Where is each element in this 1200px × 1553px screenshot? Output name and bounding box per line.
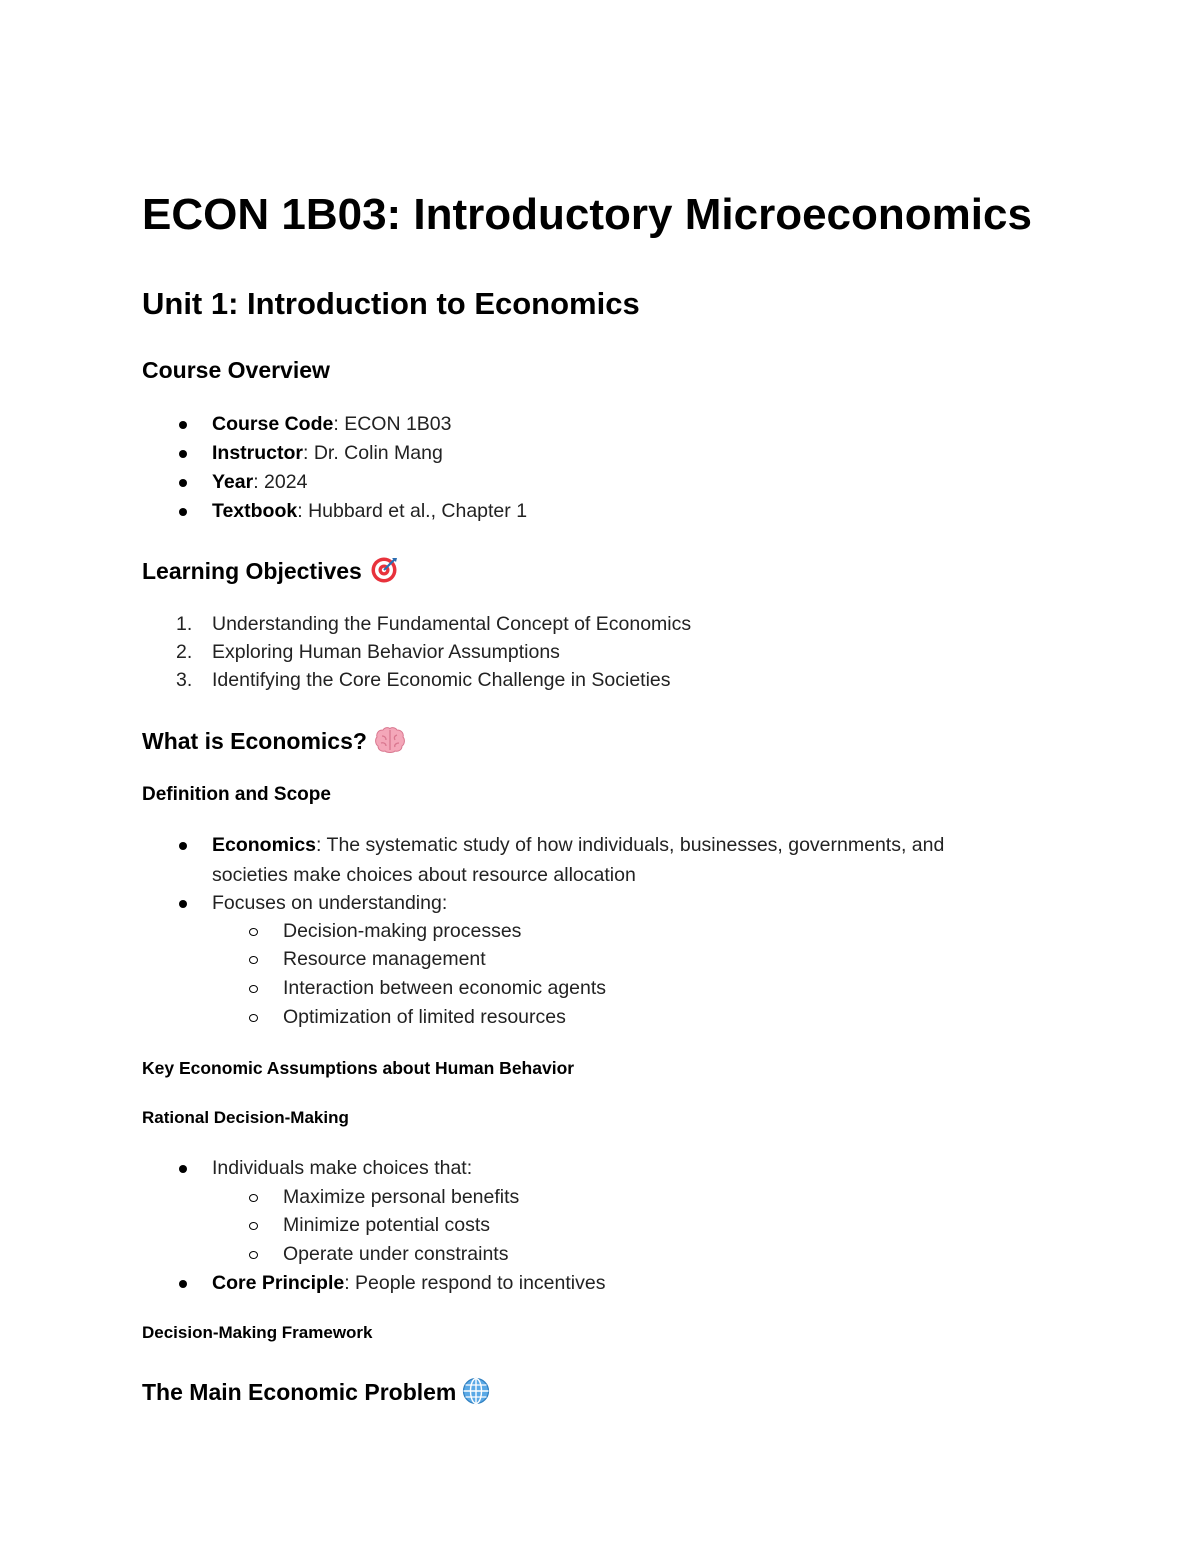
unit-heading: Unit 1: Introduction to Economics (142, 286, 640, 321)
bullet-icon (179, 479, 187, 487)
brain-icon (375, 727, 405, 759)
bullet-icon (179, 900, 187, 908)
sub-bullet-icon (249, 1014, 258, 1022)
sub-bullet-icon (249, 985, 258, 993)
assumptions-heading: Key Economic Assumptions about Human Behavior (142, 1058, 575, 1078)
list-item: Focuses on understanding: (212, 892, 448, 914)
learning-objectives-heading: Learning Objectives (142, 556, 398, 590)
main-problem-heading: The Main Economic Problem (142, 1377, 490, 1411)
bullet-icon (179, 1280, 187, 1288)
list-item: Textbook: Hubbard et al., Chapter 1 (212, 500, 528, 522)
list-item: Course Code: ECON 1B03 (212, 413, 452, 435)
sub-list-item: Maximize personal benefits (283, 1186, 520, 1208)
course-overview-heading: Course Overview (142, 357, 330, 383)
definition-heading: Definition and Scope (142, 784, 331, 805)
list-item: Understanding the Fundamental Concept of Economics (212, 613, 692, 635)
sub-list-item: Optimization of limited resources (283, 1006, 566, 1028)
framework-heading: Decision-Making Framework (142, 1323, 373, 1342)
document-title: ECON 1B03: Introductory Microeconomics (142, 190, 1032, 239)
bullet-icon (179, 421, 187, 429)
list-item: Economics: The systematic study of how individuals, businesses, governments, and (212, 834, 945, 856)
sub-bullet-icon (249, 956, 258, 964)
list-number: 2. (176, 641, 193, 663)
list-number: 1. (176, 613, 193, 635)
list-item-continuation: societies make choices about resource allocation (212, 864, 636, 886)
what-is-economics-heading: What is Economics? (142, 727, 405, 759)
list-number: 3. (176, 669, 193, 691)
rational-heading: Rational Decision-Making (142, 1108, 349, 1127)
list-item: Core Principle: People respond to incentives (212, 1272, 606, 1294)
sub-list-item: Operate under constraints (283, 1243, 509, 1265)
list-item: Year: 2024 (212, 471, 308, 493)
bullet-icon (179, 508, 187, 516)
bullet-icon (179, 450, 187, 458)
list-item: Identifying the Core Economic Challenge in Societies (212, 669, 671, 691)
sub-list-item: Decision-making processes (283, 920, 522, 942)
sub-bullet-icon (249, 928, 258, 936)
sub-list-item: Minimize potential costs (283, 1214, 490, 1236)
list-item: Exploring Human Behavior Assumptions (212, 641, 560, 663)
sub-list-item: Interaction between economic agents (283, 977, 607, 999)
target-icon (370, 556, 398, 590)
sub-bullet-icon (249, 1194, 258, 1202)
bullet-icon (179, 842, 187, 850)
list-item: Instructor: Dr. Colin Mang (212, 442, 443, 464)
sub-bullet-icon (249, 1251, 258, 1259)
bullet-icon (179, 1165, 187, 1173)
globe-icon (462, 1377, 490, 1411)
sub-list-item: Resource management (283, 948, 486, 970)
sub-bullet-icon (249, 1222, 258, 1230)
list-item: Individuals make choices that: (212, 1157, 473, 1179)
